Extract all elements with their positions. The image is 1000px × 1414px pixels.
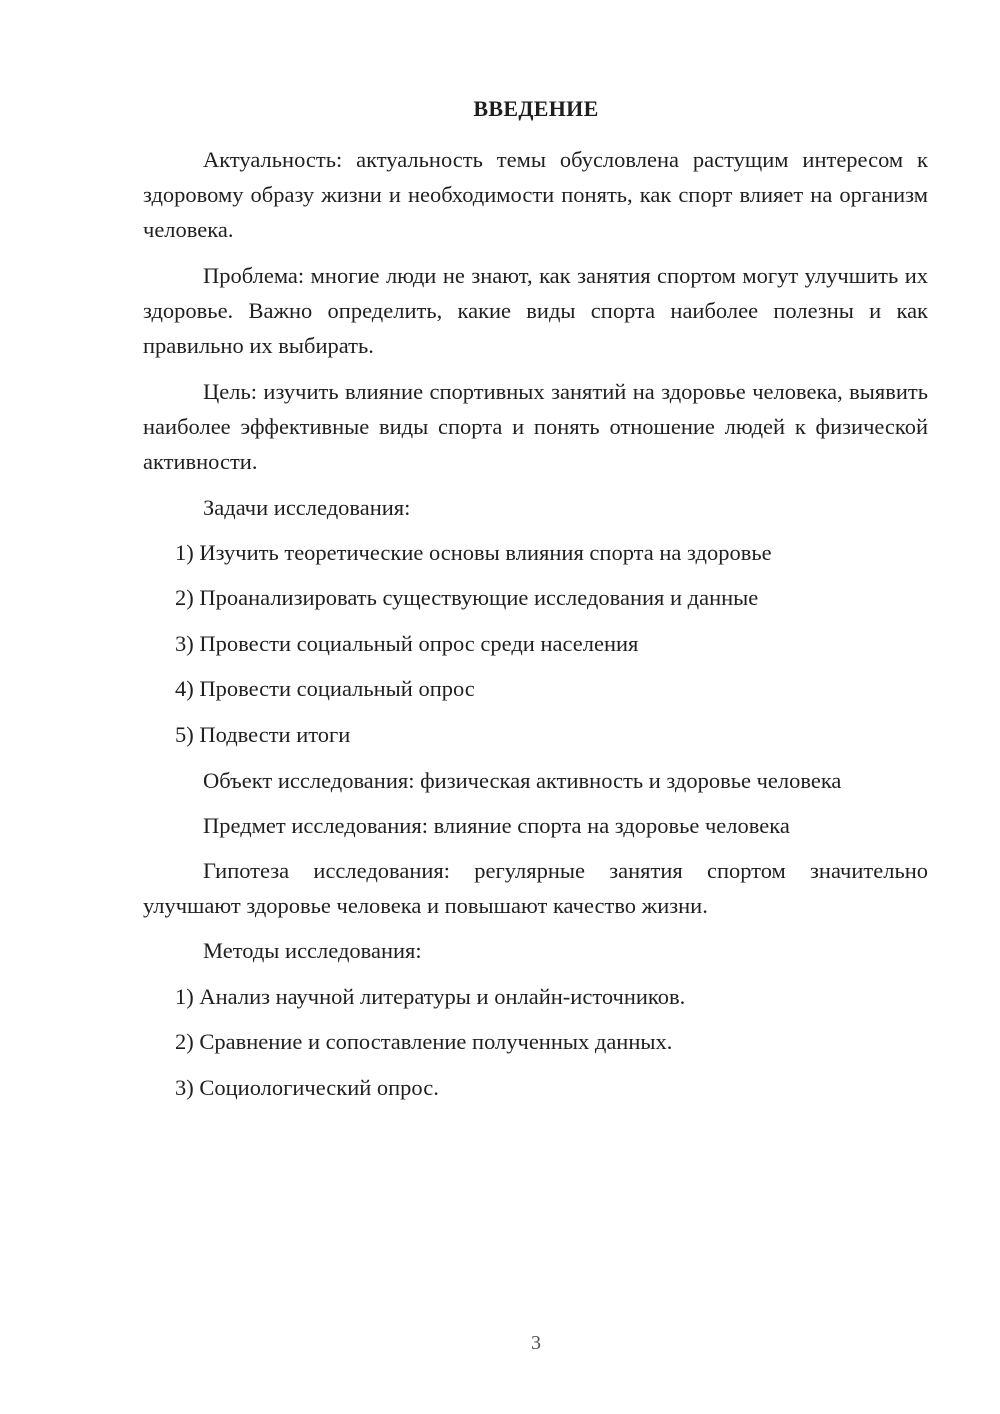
method-item: 2) Сравнение и сопоставление полученных данных.	[175, 1029, 673, 1054]
task-item: 2) Проанализировать существующие исследования и данные	[175, 585, 759, 610]
method-item: 3) Социологический опрос.	[175, 1075, 439, 1100]
task-item: 5) Подвести итоги	[175, 722, 351, 747]
method-item: 1) Анализ научной литературы и онлайн-источников.	[175, 984, 686, 1009]
problem-paragraph: Проблема: многие люди не знают, как занятия спортом могут улучшить их здоровье. Важно определить, какие виды спорта наиболее полезны и как правильно их выбирать.	[143, 263, 928, 358]
methods-heading: Методы исследования:	[203, 938, 422, 963]
tasks-heading: Задачи исследования:	[203, 495, 411, 520]
task-item: 1) Изучить теоретические основы влияния спорта на здоровье	[175, 540, 772, 565]
page-title: ВВЕДЕНИЕ	[473, 96, 599, 121]
object-line: Объект исследования: физическая активность и здоровье человека	[203, 768, 842, 793]
hypothesis-paragraph: Гипотеза исследования: регулярные занятия спортом значительно улучшают здоровье человека и повышают качество жизни.	[143, 858, 928, 918]
page-number: 3	[531, 1332, 541, 1354]
task-item: 3) Провести социальный опрос среди населения	[175, 631, 639, 656]
task-item: 4) Провести социальный опрос	[175, 676, 475, 701]
goal-paragraph: Цель: изучить влияние спортивных занятий на здоровье человека, выявить наиболее эффективные виды спорта и понять отношение людей к физической активности.	[143, 379, 928, 474]
relevance-paragraph: Актуальность: актуальность темы обусловлена растущим интересом к здоровому образу жизни и необходимости понять, как спорт влияет на организм человека.	[143, 147, 928, 242]
subject-line: Предмет исследования: влияние спорта на здоровье человека	[203, 813, 790, 838]
